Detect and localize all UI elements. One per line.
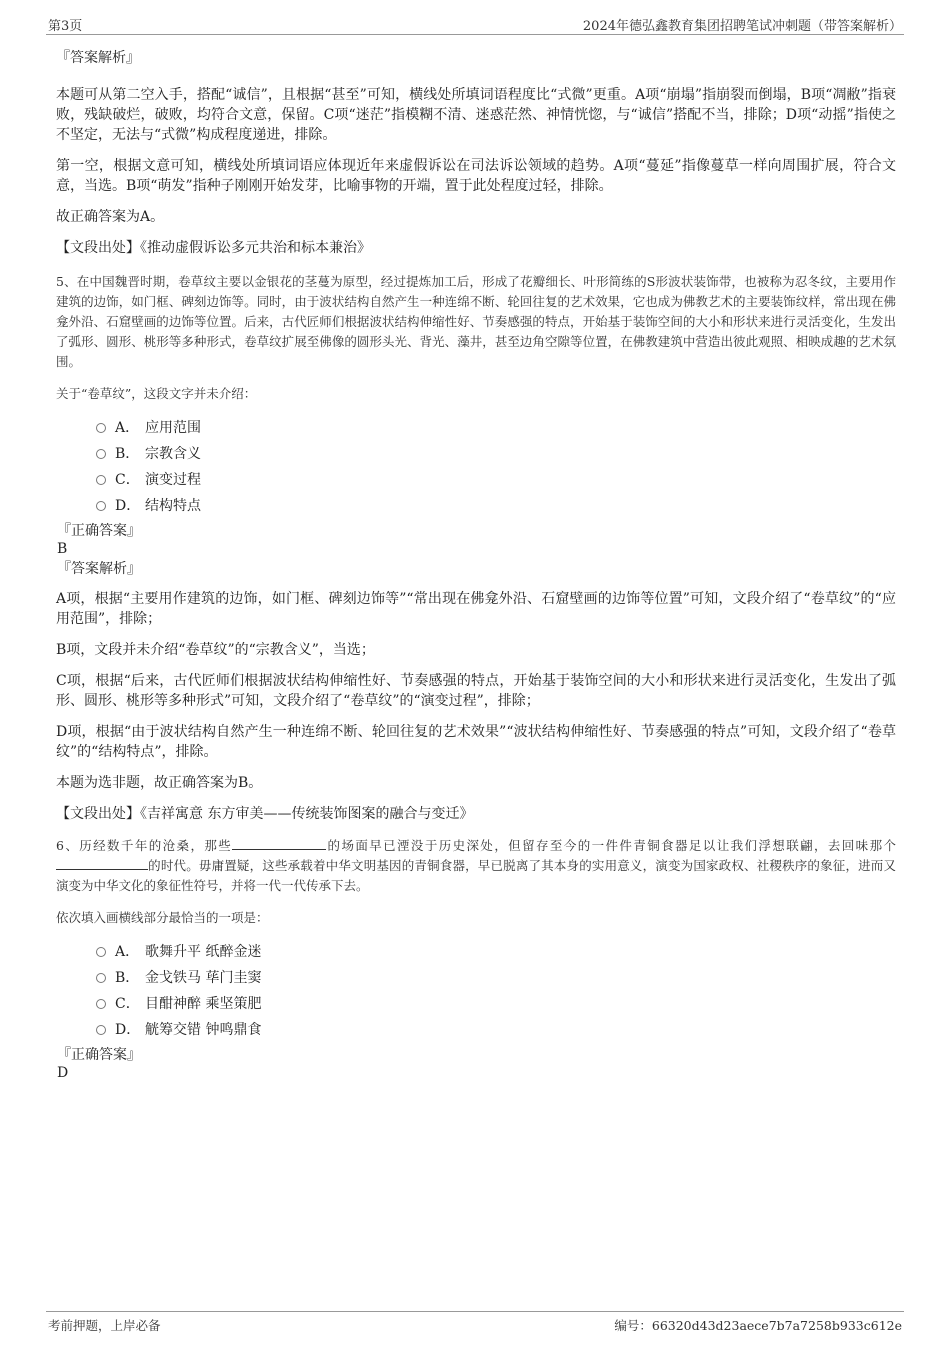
analysis-label: 『答案解析』 bbox=[56, 50, 140, 66]
question-5-options bbox=[56, 416, 896, 520]
option-letter: A． bbox=[115, 944, 140, 960]
question-5-prompt: 关于“卷草纹”，这段文字并未介绍： bbox=[56, 386, 257, 401]
analysis-conclusion: 本题为选非题，故正确答案为B。 bbox=[56, 775, 263, 791]
option-letter: B． bbox=[115, 446, 140, 462]
analysis-paragraph: 本题可从第二空入手，搭配“诚信”，且根据“甚至”可知，横线处所填词语程度比“式微”更重。A项“崩塌”指崩裂而倒塌，B项“凋敝”指衰败，残缺破烂，破败，均符合文意，保留。C项“迷茫”指模糊不清、迷惑茫然、神情恍惚，与“诚信”搭配不当，排除；D项“动摇”指使之不坚定，无法与“式微”构成程度递进，排除。 bbox=[56, 87, 896, 143]
correct-answer-label: 『正确答案』 bbox=[57, 523, 141, 539]
option-letter: A． bbox=[115, 420, 140, 436]
option-letter: C． bbox=[115, 996, 140, 1012]
question-5-text: 5、在中国魏晋时期，卷草纹主要以金银花的茎蔓为原型，经过提炼加工后，形成了花瓣细长、叶形简练的S形波状装饰带，也被称为忍冬纹，主要用作建筑的边饰，如门框、碑刻边饰等。同时，由于波状结构自然产生一种连绵不断、轮回往复的艺术效果，它也成为佛教艺术的主要装饰纹样，常出现在佛龛外沿、石窟壁画的边饰等位置。后来，古代匠师们根据波状结构伸缩性好、节奏感强的特点，开始基于装饰空间的大小和形状来进行灵活变化，生发出了弧形、圆形、桃形等多种形式，卷草纹扩展至佛像的圆形头光、背光、藻井，甚至边角空隙等位置，在佛教建筑中营造出彼此观照、相映成趣的艺术氛围。 bbox=[56, 274, 896, 369]
passage-source: 【文段出处】《吉祥寓意 东方审美——传统装饰图案的融合与变迁》 bbox=[56, 806, 474, 822]
page-header bbox=[46, 12, 904, 35]
radio-icon[interactable] bbox=[96, 449, 106, 459]
page-footer bbox=[46, 1311, 904, 1338]
question-6-text-part: 的场面早已湮没于历史深处，但留存至今的一件件青铜食器足以让我们浮想联翩，去回味那个 bbox=[326, 838, 896, 853]
correct-answer: D bbox=[57, 1065, 69, 1081]
option-text: 觥筹交错 钟鸣鼎食 bbox=[145, 1022, 262, 1038]
option-letter: D． bbox=[115, 498, 141, 514]
question-6-options bbox=[56, 940, 896, 1044]
option-text: 宗教含义 bbox=[145, 446, 201, 462]
option-text: 结构特点 bbox=[145, 498, 201, 514]
page-number: 第3页 bbox=[48, 19, 83, 34]
analysis-paragraph: C项，根据“后来，古代匠师们根据波状结构伸缩性好、节奏感强的特点，开始基于装饰空间的大小和形状来进行灵活变化，生发出了弧形、圆形、桃形等多种形式”可知，文段介绍了“卷草纹”的“演变过程”，排除； bbox=[56, 673, 896, 709]
option-c[interactable] bbox=[56, 468, 896, 494]
option-c[interactable] bbox=[56, 992, 896, 1018]
radio-icon[interactable] bbox=[96, 973, 106, 983]
correct-answer: B bbox=[57, 541, 68, 557]
analysis-conclusion: 故正确答案为A。 bbox=[56, 209, 165, 225]
radio-icon[interactable] bbox=[96, 999, 106, 1009]
option-a[interactable] bbox=[56, 416, 896, 442]
question-6-prompt: 依次填入画横线部分最恰当的一项是： bbox=[56, 910, 269, 925]
analysis-paragraph: D项，根据“由于波状结构自然产生一种连绵不断、轮回往复的艺术效果”“波状结构伸缩性好、节奏感强的特点”可知，文段介绍了“卷草纹”的“结构特点”，排除。 bbox=[56, 724, 896, 760]
option-text: 金戈铁马 荜门圭窦 bbox=[145, 970, 262, 986]
option-b[interactable] bbox=[56, 966, 896, 992]
document-title: 2024年德弘鑫教育集团招聘笔试冲刺题（带答案解析） bbox=[582, 19, 902, 34]
radio-icon[interactable] bbox=[96, 1025, 106, 1035]
question-6-text-part: 的时代。毋庸置疑，这些承载着中华文明基因的青铜食器，早已脱离了其本身的实用意义，演变为国家政权、社稷秩序的象征，进而又演变为中华文化的象征性符号，并将一代一代传承下去。 bbox=[56, 858, 896, 893]
option-text: 歌舞升平 纸醉金迷 bbox=[145, 944, 262, 960]
question-6-text-part: 6、历经数千年的沧桑，那些 bbox=[56, 838, 233, 853]
option-a[interactable] bbox=[56, 940, 896, 966]
footer-slogan: 考前押题，上岸必备 bbox=[48, 1318, 161, 1333]
radio-icon[interactable] bbox=[96, 423, 106, 433]
analysis-label: 『答案解析』 bbox=[57, 561, 141, 577]
option-d[interactable] bbox=[56, 494, 896, 520]
analysis-paragraph: B项，文段并未介绍“卷草纹”的“宗教含义”，当选； bbox=[56, 642, 375, 658]
page-content bbox=[56, 40, 896, 1082]
option-b[interactable] bbox=[56, 442, 896, 468]
passage-source: 【文段出处】《推动虚假诉讼多元共治和标本兼治》 bbox=[56, 240, 371, 256]
analysis-paragraph: 第一空，根据文意可知，横线处所填词语应体现近年来虚假诉讼在司法诉讼领域的趋势。A项“蔓延”指像蔓草一样向周围扩展，符合文意，当选。B项“萌发”指种子刚刚开始发芽，比喻事物的开端，置于此处程度过轻，排除。 bbox=[56, 158, 896, 194]
option-text: 目酣神醉 乘坚策肥 bbox=[145, 996, 262, 1012]
correct-answer-label: 『正确答案』 bbox=[57, 1047, 141, 1063]
option-letter: C． bbox=[115, 472, 140, 488]
fill-blank bbox=[232, 836, 326, 850]
radio-icon[interactable] bbox=[96, 947, 106, 957]
question-6-text bbox=[56, 836, 896, 896]
fill-blank bbox=[56, 856, 148, 870]
document-id: 编号：66320d43d23aece7b7a7258b933c612e bbox=[614, 1318, 902, 1333]
radio-icon[interactable] bbox=[96, 475, 106, 485]
option-text: 应用范围 bbox=[145, 420, 201, 436]
option-text: 演变过程 bbox=[145, 472, 201, 488]
radio-icon[interactable] bbox=[96, 501, 106, 511]
option-letter: B． bbox=[115, 970, 140, 986]
option-d[interactable] bbox=[56, 1018, 896, 1044]
analysis-paragraph: A项，根据“主要用作建筑的边饰，如门框、碑刻边饰等”“常出现在佛龛外沿、石窟壁画的边饰等位置”可知，文段介绍了“卷草纹”的“应用范围”，排除； bbox=[56, 591, 896, 627]
option-letter: D． bbox=[115, 1022, 141, 1038]
